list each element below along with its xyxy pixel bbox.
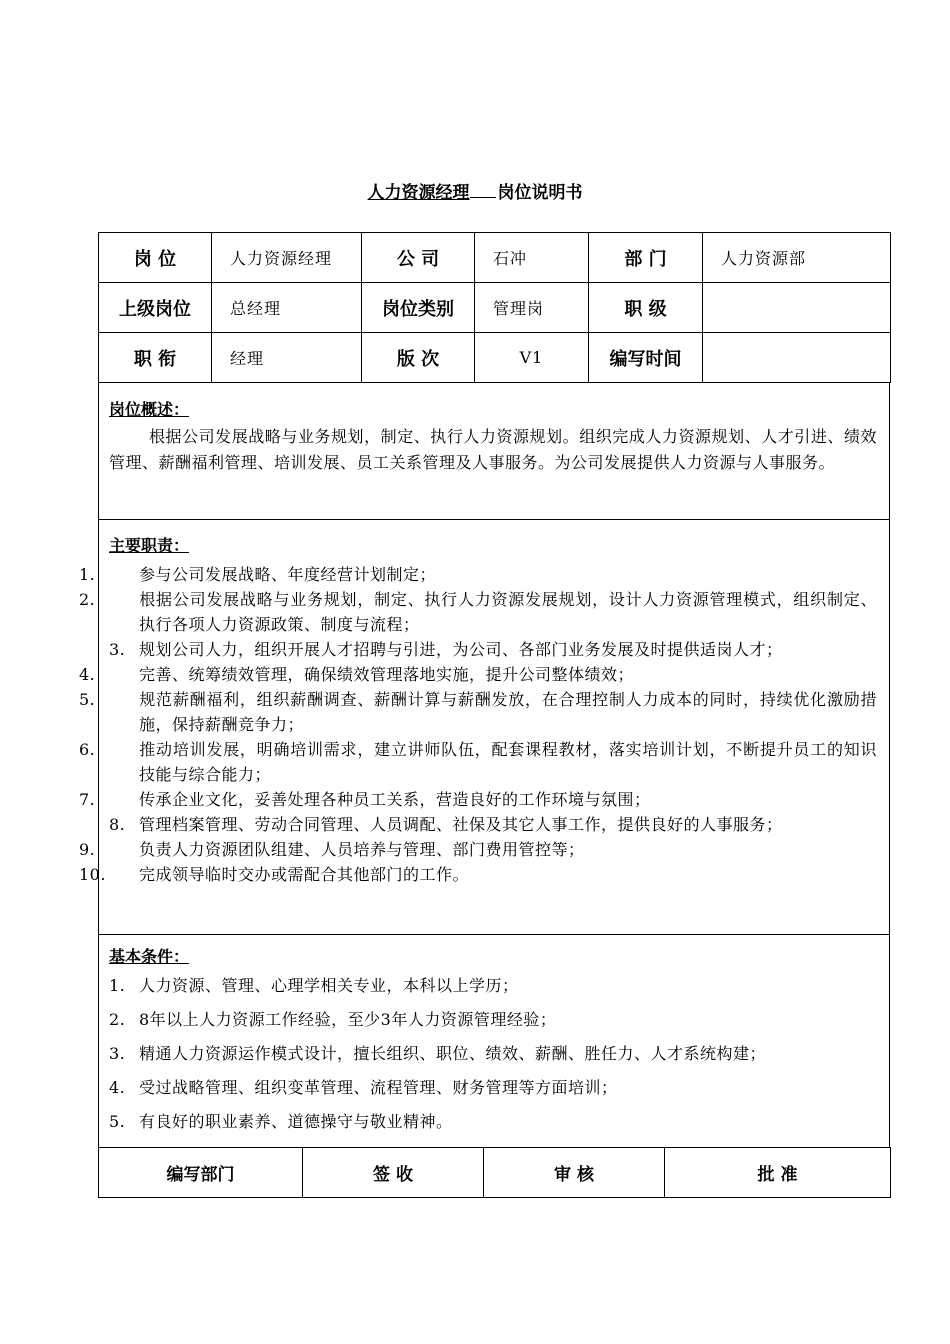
list-item-number: 5. <box>109 1112 126 1131</box>
list-item-text: 有良好的职业素养、道德操守与敬业精神。 <box>139 1112 453 1131</box>
list-item-number: 2. <box>109 1010 126 1029</box>
date-value <box>703 333 891 383</box>
list-item <box>79 787 877 812</box>
signoff-review: 审 核 <box>484 1148 665 1198</box>
list-item-text: 人力资源、管理、心理学相关专业，本科以上学历； <box>139 976 519 995</box>
list-item-text: 精通人力资源运作模式设计，擅长组织、职位、绩效、薪酬、胜任力、人才系统构建； <box>139 1044 767 1063</box>
list-item <box>109 812 877 837</box>
overview-text: 根据公司发展战略与业务规划，制定、执行人力资源规划。组织完成人力资源规划、人才引进、绩效管理、薪酬福利管理、培训发展、员工关系管理及人事服务。为公司发展提供人力资源与人事服务。 <box>109 427 877 472</box>
list-item-number: 3. <box>109 1044 126 1063</box>
list-item <box>79 662 877 687</box>
list-item-text: 受过战略管理、组织变革管理、流程管理、财务管理等方面培训； <box>139 1078 618 1097</box>
list-item <box>79 562 877 587</box>
list-item-number: 7. <box>79 790 96 809</box>
info-row <box>99 283 891 333</box>
requirements-section <box>98 934 890 1148</box>
list-item <box>109 1071 877 1105</box>
grade-value <box>703 283 891 333</box>
rank-value: 经理 <box>212 333 362 383</box>
list-item-text: 规划公司人力，组织开展人才招聘与引进，为公司、各部门业务发展及时提供适岗人才； <box>139 640 783 659</box>
list-item-number: 3. <box>109 640 126 659</box>
list-item-number: 8. <box>109 815 126 834</box>
list-item-text: 规范薪酬福利，组织薪酬调查、薪酬计算与薪酬发放，在合理控制人力成本的同时，持续优化激励措施，保持薪酬竞争力； <box>139 690 877 734</box>
company-label: 公 司 <box>362 233 475 283</box>
date-label: 编写时间 <box>589 333 703 383</box>
page-title <box>0 178 950 203</box>
list-item <box>109 1105 877 1139</box>
company-value: 石冲 <box>475 233 589 283</box>
signoff-row <box>99 1148 891 1198</box>
list-item-text: 参与公司发展战略、年度经营计划制定； <box>139 565 437 584</box>
list-item-number: 1. <box>109 976 126 995</box>
signoff-table <box>98 1147 891 1198</box>
list-item-number: 9. <box>79 840 96 859</box>
category-value: 管理岗 <box>475 283 589 333</box>
rank-label: 职 衔 <box>99 333 212 383</box>
list-item <box>79 862 877 887</box>
list-item-number: 5. <box>79 690 96 709</box>
info-row <box>99 333 891 383</box>
info-table <box>98 232 891 383</box>
list-item-number: 6. <box>79 740 96 759</box>
list-item <box>79 837 877 862</box>
category-label: 岗位类别 <box>362 283 475 333</box>
position-value: 人力资源经理 <box>212 233 362 283</box>
duties-list <box>79 562 877 887</box>
list-item-number: 4. <box>109 1078 126 1097</box>
title-position: 人力资源经理 <box>367 183 470 203</box>
overview-section <box>98 383 890 520</box>
list-item <box>109 1037 877 1071</box>
position-label: 岗 位 <box>99 233 212 283</box>
list-item-text: 完成领导临时交办或需配合其他部门的工作。 <box>139 865 470 884</box>
version-label: 版 次 <box>362 333 475 383</box>
list-item-text: 传承企业文化，妥善处理各种员工关系，营造良好的工作环境与氛围； <box>139 790 651 809</box>
list-item-text: 负责人力资源团队组建、人员培养与管理、部门费用管控等； <box>139 840 585 859</box>
list-item-number: 1. <box>79 565 96 584</box>
list-item-number: 2. <box>79 590 96 609</box>
grade-label: 职 级 <box>589 283 703 333</box>
department-value: 人力资源部 <box>703 233 891 283</box>
signoff-dept: 编写部门 <box>99 1148 303 1198</box>
version-value: V1 <box>475 333 589 383</box>
list-item <box>79 687 877 737</box>
duties-heading: 主要职责： <box>109 536 190 555</box>
overview-heading: 岗位概述： <box>109 400 190 419</box>
list-item-number: 4. <box>79 665 96 684</box>
info-row <box>99 233 891 283</box>
list-item-text: 管理档案管理、劳动合同管理、人员调配、社保及其它人事工作，提供良好的人事服务； <box>139 815 783 834</box>
title-doc-type: 岗位说明书 <box>497 183 583 203</box>
requirements-heading: 基本条件： <box>109 947 190 966</box>
signoff-sign: 签 收 <box>303 1148 484 1198</box>
department-label: 部 门 <box>589 233 703 283</box>
title-underline-gap <box>470 183 496 198</box>
superior-value: 总经理 <box>212 283 362 333</box>
list-item <box>109 969 877 1003</box>
superior-label: 上级岗位 <box>99 283 212 333</box>
list-item <box>109 1003 877 1037</box>
list-item-text: 推动培训发展，明确培训需求，建立讲师队伍，配套课程教材，落实培训计划，不断提升员工的知识技能与综合能力； <box>139 740 877 784</box>
signoff-approve: 批 准 <box>665 1148 891 1198</box>
list-item-number: 10. <box>79 865 106 884</box>
duties-section <box>79 519 890 935</box>
list-item <box>109 637 877 662</box>
list-item-text: 完善、统筹绩效管理，确保绩效管理落地实施，提升公司整体绩效； <box>139 665 635 684</box>
list-item <box>79 737 877 787</box>
list-item-text: 8年以上人力资源工作经验，至少3年人力资源管理经验； <box>139 1010 557 1029</box>
list-item <box>79 587 877 637</box>
requirements-list <box>109 969 877 1139</box>
list-item-text: 根据公司发展战略与业务规划，制定、执行人力资源发展规划，设计人力资源管理模式，组织制定、执行各项人力资源政策、制度与流程； <box>139 590 877 634</box>
